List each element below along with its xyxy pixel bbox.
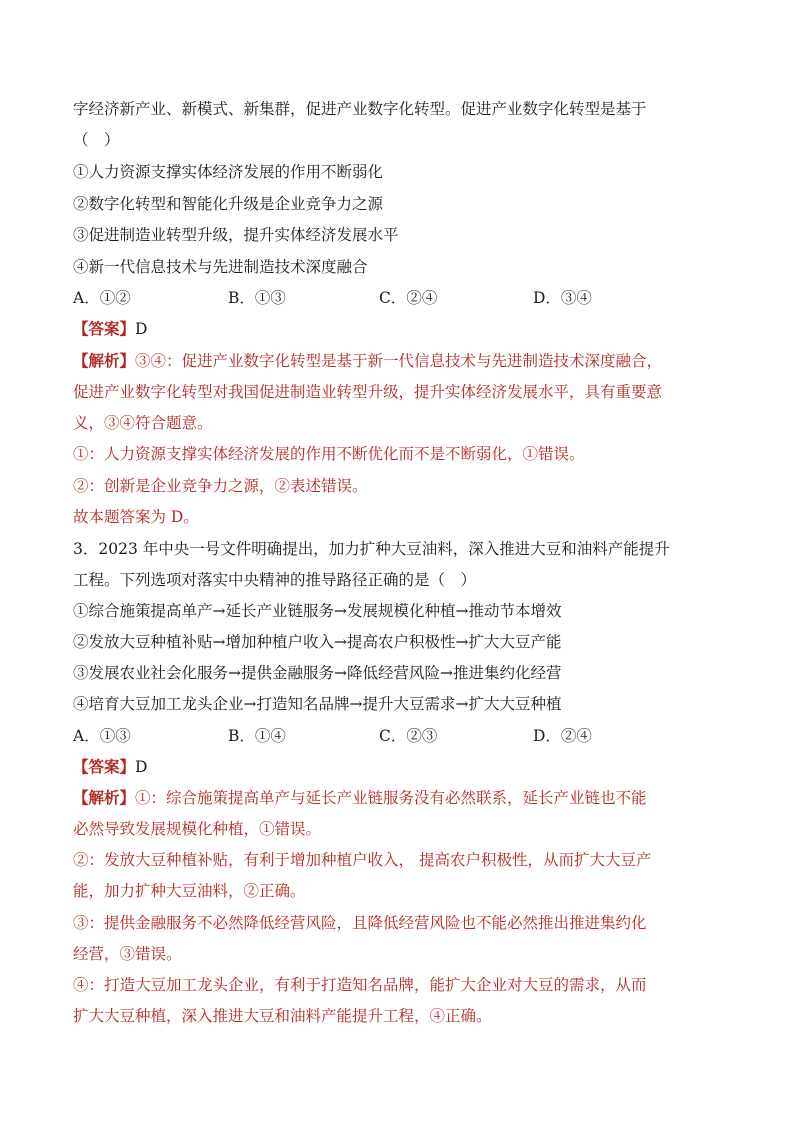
q3-analysis-line-3 — [73, 850, 723, 870]
analysis-text: ③④：促进产业数字化转型是基于新一代信息技术与先进制造技术深度融合， — [135, 352, 663, 370]
analysis-mark: ① — [73, 445, 89, 463]
q3-stem-line-1: 3．2023 年中央一号文件明确提出，加力扩种大豆油料，深入推进大豆和油料产能提升 — [73, 540, 670, 558]
q2-analysis-line-2: 促进产业数字化转型对我国促进制造业转型升级，提升实体经济发展水平，具有重要意 — [73, 383, 663, 401]
q3-analysis-line-7 — [73, 975, 723, 995]
analysis-text: ：创新是企业竞争力之源，②表述错误。 — [88, 477, 368, 495]
q3-analysis-line-5 — [73, 913, 723, 933]
q3-option-d: D．②④ — [533, 727, 592, 745]
answer-value: D — [135, 758, 148, 776]
q3-stem-line-2: 工程。下列选项对落实中央精神的推导路径正确的是（ ） — [73, 571, 477, 589]
q2-analysis-line-4 — [73, 444, 723, 464]
q3-option-a: A．①③ — [73, 727, 131, 745]
answer-tag: 【答案】 — [73, 319, 136, 338]
analysis-mark: ② — [73, 851, 89, 869]
answer-value: D — [135, 320, 148, 338]
q2-analysis-line-5 — [73, 476, 723, 496]
q2-stem-blank: （ ） — [73, 131, 120, 149]
analysis-mark: ② — [73, 477, 89, 495]
q3-analysis-line-1 — [73, 788, 723, 808]
analysis-text: ：打造大豆加工龙头企业，有利于打造知名品牌，能扩大企业对大豆的需求，从而 — [88, 976, 647, 994]
answer-tag: 【答案】 — [73, 757, 136, 776]
q2-analysis-line-3: 义，③④符合题意。 — [73, 414, 213, 432]
q3-statement-4: ④培育大豆加工龙头企业→打造知名品牌→提升大豆需求→扩大大豆种植 — [73, 695, 562, 713]
analysis-tag: 【解析】 — [73, 351, 136, 370]
q2-option-a: A．①② — [73, 289, 131, 307]
q2-option-b: B．①③ — [228, 289, 286, 307]
q3-option-c: C．②③ — [379, 727, 438, 745]
q3-answer — [73, 757, 723, 777]
analysis-mark: ④ — [73, 976, 89, 994]
analysis-mark: ③ — [73, 914, 89, 932]
q2-statement-2: ②数字化转型和智能化升级是企业竞争力之源 — [73, 195, 384, 213]
analysis-mark: ① — [135, 789, 151, 807]
q3-analysis-line-8: 扩大大豆种植，深入推进大豆和油料产能提升工程，④正确。 — [73, 1007, 492, 1025]
q2-answer — [73, 319, 723, 339]
q2-conclusion: 故本题答案为 D。 — [73, 508, 199, 526]
analysis-text: ：人力资源支撑实体经济发展的作用不断优化而不是不断弱化，①错误。 — [88, 445, 585, 463]
analysis-tag: 【解析】 — [73, 788, 136, 807]
q2-stem-line-1: 字经济新产业、新模式、新集群，促进产业数字化转型。促进产业数字化转型是基于 — [73, 100, 647, 118]
q3-options — [73, 726, 723, 746]
q3-statement-2: ②发放大豆种植补贴→增加种植户收入→提高农户积极性→扩大大豆产能 — [73, 633, 562, 651]
q2-option-d: D．③④ — [533, 289, 592, 307]
q3-statement-3: ③发展农业社会化服务→提供金融服务→降低经营风险→推进集约化经营 — [73, 664, 562, 682]
analysis-text: ：发放大豆种植补贴，有利于增加种植户收入， 提高农户积极性，从而扩大大豆产 — [88, 851, 652, 869]
q2-options — [73, 288, 723, 308]
analysis-text: ：综合施策提高单产与延长产业链服务没有必然联系，延长产业链也不能 — [150, 789, 647, 807]
q3-analysis-line-4: 能，加力扩种大豆油料，②正确。 — [73, 882, 306, 900]
q3-analysis-line-6: 经营，③错误。 — [73, 945, 182, 963]
analysis-text: ：提供金融服务不必然降低经营风险，且降低经营风险也不能必然推出推进集约化 — [88, 914, 647, 932]
q2-analysis-line-1 — [73, 351, 723, 371]
q2-statement-1: ①人力资源支撑实体经济发展的作用不断弱化 — [73, 163, 384, 181]
q3-statement-1: ①综合施策提高单产→延长产业链服务→发展规模化种植→推动节本增效 — [73, 602, 562, 620]
q2-option-c: C．②④ — [379, 289, 438, 307]
q2-statement-4: ④新一代信息技术与先进制造技术深度融合 — [73, 258, 368, 276]
q3-option-b: B．①④ — [228, 727, 286, 745]
q3-analysis-line-2: 必然导致发展规模化种植，①错误。 — [73, 820, 322, 838]
q2-statement-3: ③促进制造业转型升级，提升实体经济发展水平 — [73, 226, 399, 244]
